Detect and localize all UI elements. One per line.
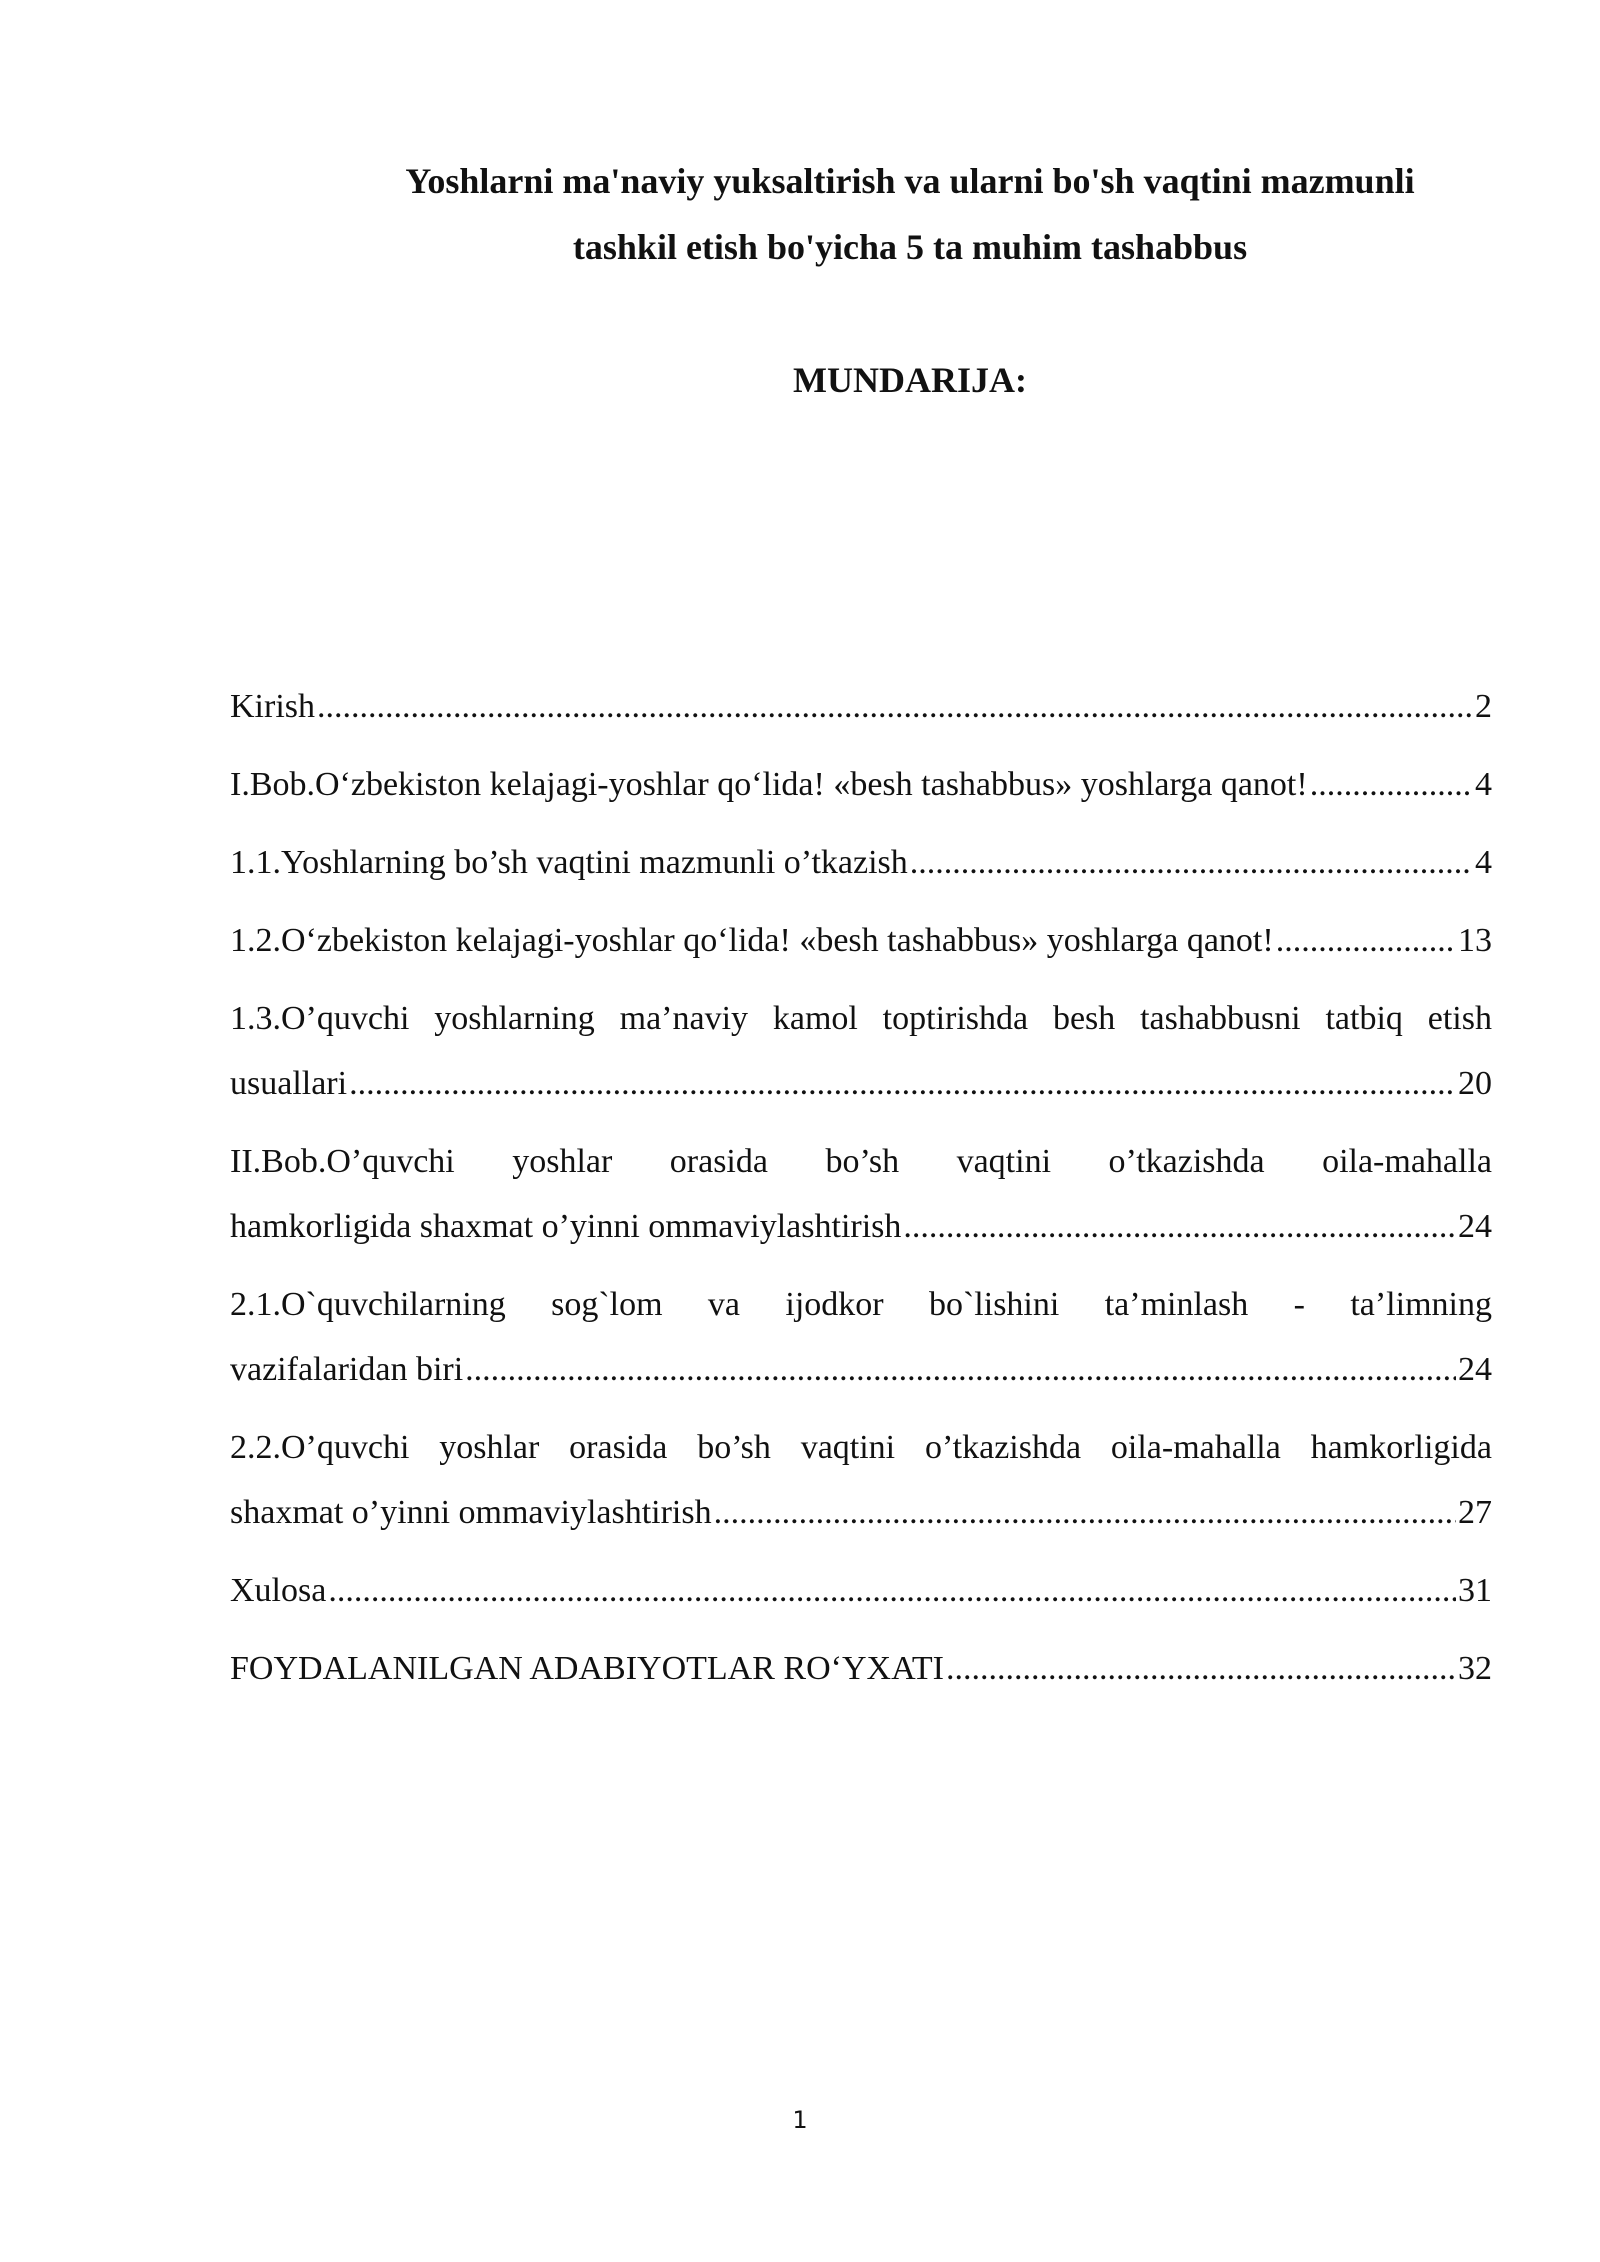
toc-word: toptirishda — [882, 1000, 1029, 1037]
toc-word: tatbiq — [1325, 1000, 1403, 1037]
toc-word: ta’limning — [1350, 1286, 1492, 1323]
toc-dot-leader — [910, 830, 1473, 895]
toc-entry-title: I.Bob.O‘zbekiston kelajagi-yoshlar qo‘lida! «besh tashabbus» yoshlarga qanot! — [230, 766, 1308, 803]
toc-line — [230, 830, 1492, 895]
toc-page-number: 32 — [1458, 1650, 1492, 1687]
toc-word: vaqtini — [956, 1143, 1052, 1180]
toc-line — [230, 1415, 1492, 1480]
toc-dot-leader — [946, 1636, 1456, 1701]
toc-entry — [230, 1272, 1492, 1402]
toc-dot-leader — [1276, 908, 1456, 973]
toc-dot-leader — [465, 1337, 1456, 1402]
toc-line — [230, 1558, 1492, 1623]
toc-word: orasida — [669, 1143, 768, 1180]
toc-entry — [230, 1129, 1492, 1259]
toc-entry-title: 1.2.O‘zbekiston kelajagi-yoshlar qo‘lida! «besh tashabbus» yoshlarga qanot! — [230, 922, 1274, 959]
toc-line — [230, 1337, 1492, 1402]
toc-line — [230, 986, 1492, 1051]
toc-line — [230, 1480, 1492, 1545]
toc-entry-title: 1.1.Yoshlarning bo’sh vaqtini mazmunli o’tkazish — [230, 844, 908, 881]
toc-word: bo’sh — [825, 1143, 900, 1180]
toc-page-number: 27 — [1458, 1494, 1492, 1531]
toc-page-number: 24 — [1458, 1208, 1492, 1245]
toc-line — [230, 1636, 1492, 1701]
toc-word: 2.1.O`quvchilarning — [230, 1286, 506, 1323]
toc-dot-leader — [714, 1480, 1456, 1545]
toc-entry-title: usuallari — [230, 1065, 348, 1102]
toc-line — [230, 752, 1492, 817]
toc-line — [230, 1051, 1492, 1116]
toc-word: 1.3.O’quvchi — [230, 1000, 410, 1037]
toc-dot-leader — [1310, 752, 1473, 817]
toc-page-number: 20 — [1458, 1065, 1492, 1102]
toc-line — [230, 908, 1492, 973]
toc-dot-leader — [317, 674, 1473, 739]
toc-page-number: 24 — [1458, 1351, 1492, 1388]
toc-line — [230, 1194, 1492, 1259]
toc-page-number: 4 — [1475, 844, 1492, 881]
toc-dot-leader — [349, 1051, 1456, 1116]
toc-word: ta’minlash — [1104, 1286, 1249, 1323]
toc-word: oila-mahalla — [1322, 1143, 1492, 1180]
toc-heading: MUNDARIJA: — [793, 360, 1027, 400]
toc-word: hamkorligida — [1310, 1429, 1492, 1466]
toc-entry-title: Kirish — [230, 688, 315, 725]
toc-word: va — [707, 1286, 741, 1323]
toc-line — [230, 1272, 1492, 1337]
toc-entry — [230, 1415, 1492, 1545]
toc-word: 2.2.O’quvchi — [230, 1429, 410, 1466]
toc-word: ijodkor — [785, 1286, 884, 1323]
toc-word: kamol — [772, 1000, 858, 1037]
toc-word: ma’naviy — [619, 1000, 749, 1037]
toc-word: besh — [1052, 1000, 1116, 1037]
toc-word: o’tkazishda — [924, 1429, 1082, 1466]
toc-word: vaqtini — [800, 1429, 896, 1466]
title-line: Yoshlarni ma'naviy yuksaltirish va ularni bo'sh vaqtini mazmunli — [405, 161, 1415, 201]
toc-line — [230, 674, 1492, 739]
toc-word: tashabbusni — [1140, 1000, 1301, 1037]
toc-entry — [230, 752, 1492, 817]
document-title — [280, 148, 1540, 280]
toc-word: bo’sh — [697, 1429, 771, 1466]
toc-entry-title: hamkorligida shaxmat o’yinni ommaviylashtirish — [230, 1208, 902, 1245]
toc-page-number: 13 — [1458, 922, 1492, 959]
toc-dot-leader — [328, 1558, 1456, 1623]
table-of-contents — [230, 674, 1492, 1714]
toc-word: - — [1293, 1286, 1305, 1323]
toc-entry-title: FOYDALANILGAN ADABIYOTLAR RO‘YXATI — [230, 1650, 944, 1687]
toc-page-number: 31 — [1458, 1572, 1492, 1609]
toc-entry — [230, 674, 1492, 739]
toc-word: yoshlarning — [434, 1000, 595, 1037]
toc-word: sog`lom — [551, 1286, 663, 1323]
toc-entry-title: shaxmat o’yinni ommaviylashtirish — [230, 1494, 712, 1531]
toc-word: etish — [1427, 1000, 1492, 1037]
toc-entry — [230, 830, 1492, 895]
toc-word: yoshlar — [512, 1143, 613, 1180]
toc-page-number: 2 — [1475, 688, 1492, 725]
toc-word: yoshlar — [439, 1429, 540, 1466]
toc-dot-leader — [903, 1194, 1456, 1259]
toc-word: o’tkazishda — [1108, 1143, 1265, 1180]
title-line: tashkil etish bo'yicha 5 ta muhim tashabbus — [572, 227, 1248, 267]
toc-word: oila-mahalla — [1110, 1429, 1281, 1466]
toc-word: bo`lishini — [928, 1286, 1060, 1323]
toc-word: II.Bob.O’quvchi — [230, 1143, 455, 1180]
toc-entry — [230, 1636, 1492, 1701]
toc-word: orasida — [569, 1429, 668, 1466]
toc-entry-title: Xulosa — [230, 1572, 327, 1609]
toc-entry — [230, 1558, 1492, 1623]
page-number: 1 — [792, 2106, 808, 2134]
toc-page-number: 4 — [1475, 766, 1492, 803]
toc-entry — [230, 986, 1492, 1116]
toc-entry — [230, 908, 1492, 973]
toc-line — [230, 1129, 1492, 1194]
toc-entry-title: vazifalaridan biri — [230, 1351, 464, 1388]
